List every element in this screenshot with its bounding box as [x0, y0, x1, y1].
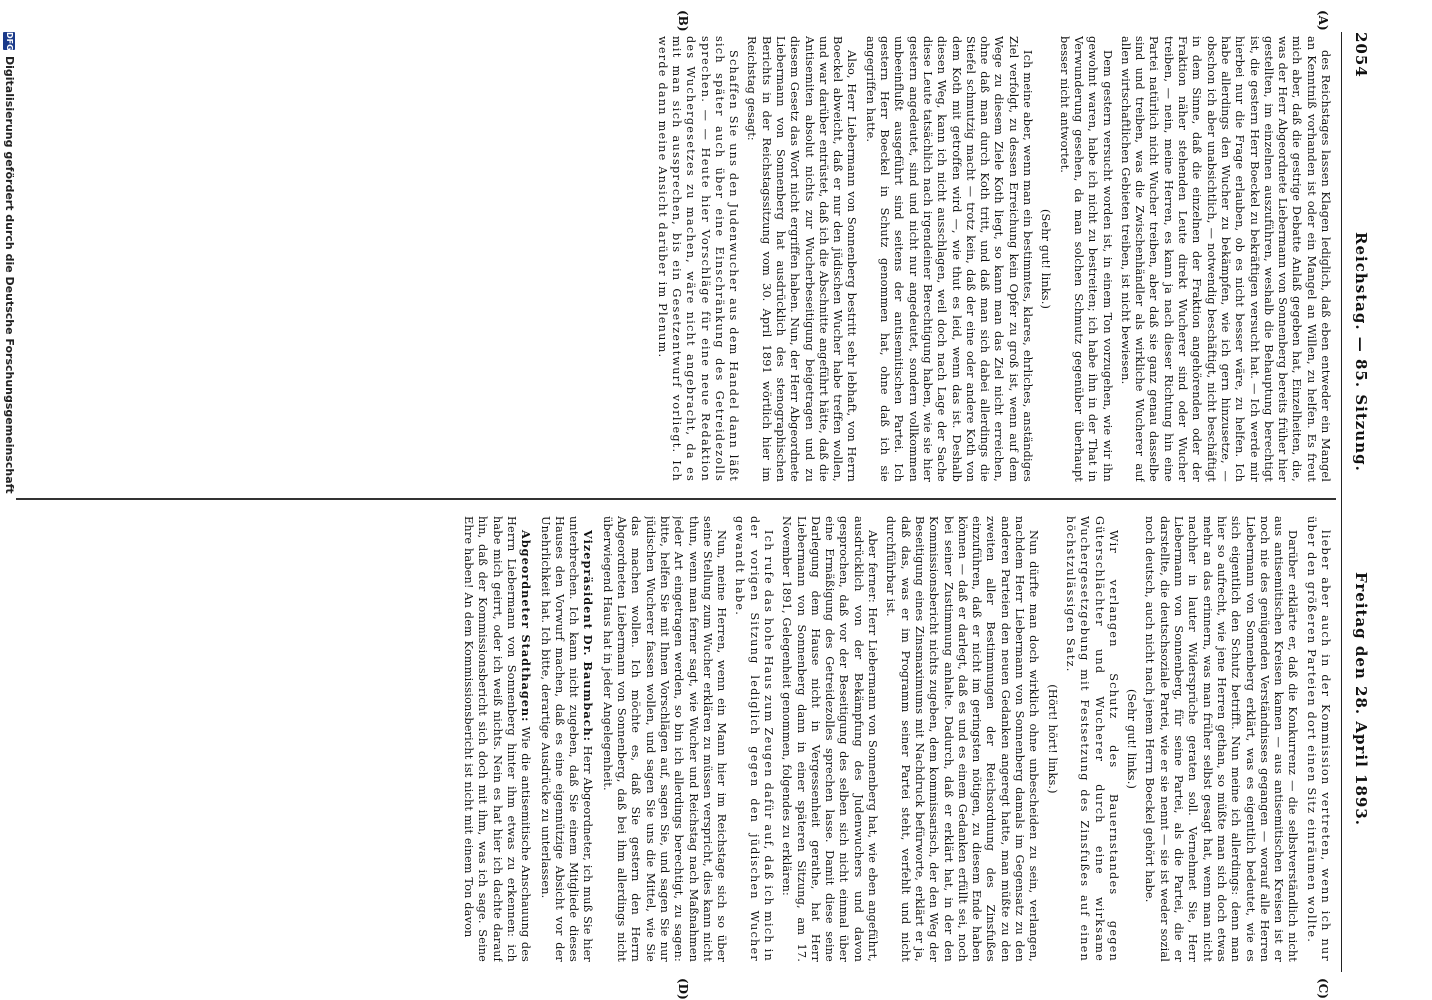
- speaker-name: Vizepräsident Dr. Baumbach:: [581, 530, 596, 742]
- digitization-footer: [3, 32, 16, 972]
- speech-text: Wie die antisemitische Anschauung des Herrn Liebermann von Sonnenberg hinter ihm etwas zu erkennen: ich habe mich geirrt, oder ich weiß nichts. Nein es hat hier ich dachte darauf hin, daß der Kommissionsbericht sich doch mit ihm, was ich sage. Seine Ehre haben! An dem Kommissionsbericht ist nicht mit einem Ton davon: [462, 516, 533, 962]
- column-divider: [16, 498, 1336, 500]
- session-title: Reichstag. — 85. Sitzung.: [1352, 232, 1370, 472]
- margin-marker-b: (B): [676, 10, 690, 32]
- speech: [537, 516, 595, 962]
- interjection: (Sehr gut! links.): [1125, 688, 1139, 790]
- margin-marker-c: (C): [1316, 978, 1330, 999]
- quotation: Schaffen Sie uns den Judenwucher aus dem Handel dann läßt sich später auch über eine Einschränkung des Getreidezolls sprechen. — — Heute hier Vorschläge für eine neue Redaktion des Wuchergesetzes zu machen, wäre nicht angebracht, da es mit man sich aussprechen, bis ein Gesetzentwurf vorliegt. Ich werde dann meine Ansicht darüber im Plenum.: [655, 36, 741, 482]
- paragraph: Dem gestern versucht worden ist, in einem Ton vorzugehen, wie wir ihn gewohnt waren, habe ich nicht zu bestreiten; ich habe ihn in der That in Verwunderung gesehen, da man solchen Schmutz gegenüber überhaupt besser nicht antwortet.: [1057, 36, 1114, 482]
- paragraph: Darüber erklärte er, daß die Konkurrenz — die selbstverständlich nicht aus antisemitischen Kreisen kamen — aus antisemitischen Kreisen ist er noch nie des genügenden Verständnisses gegangen — worauf alle Herren Liebermann von Sonnenberg erklärt, was es eigentlich bedeutet, wie es sich eigentlich den Schutz betrifft. Nun meine ich allerdings: denn man hier so aufrecht, wie jene Herren gethan, so müßte man sich doch etwas mehr an das erinnern, was man früher selbst gesagt hat, wenn man nicht nachher in lauter Widersprüche geraten soll. Vernehmet Sie, Herr Liebermann von Sonnenberg, für seine Partei, als die Partei, die er darstellte, die deutschsoziale Partei, wie er sie nennt — sie ist weder sozial noch deutsch, auch nicht nach jenem Herrn Boeckel gehört habe.: [1143, 516, 1300, 962]
- margin-marker-a: (A): [1316, 10, 1330, 31]
- interjection: (Hört! hört! links.): [1045, 684, 1059, 794]
- left-column: [32, 36, 1332, 482]
- dfg-logo-icon: DFG: [5, 32, 15, 51]
- paragraph: des Reichstages lassen Klagen lediglich, daß eben entweder ein Mangel an Kenntniß vorhanden ist oder ein Mangel an Willen, zu helfen. Es freut mich aber, daß die gestrige Debatte Anlaß gegeben hat, Einzelheiten, die, was der Herr Abgeordnete Liebermann von Sonnenberg bereits früher hier gestellten, im einzelnen auszuführen, weshalb die Behauptung berechtigt ist, die gestern Herr Boeckel zu bekräftigen versucht hat. — Ich werde mir hierbei nur die Frage erlauben, ob es nicht besser wäre, zu helfen. Ich habe allerdings den Wucher zu bekämpfen, wie ich gern hinzusetze, — obschon ich aber unabsichtlich, — notwendig beschäftigt, nicht beschäftigt in dem Sinne, daß die einzelnen der Fraktion angehörenden oder der Fraktion näher stehenden Leute direkt Wucherer sind oder Wucher treiben, — nein, meine Herren, es kann ja nach dieser Richtung hin eine Partei natürlich nicht Wucher treiben, aber daß sie ganz genau dasselbe sind und treiben, was die Zwischenhändler als wirkliche Wucherer auf allen wirtschaftlichen Gebieten treiben, ist nicht bewiesen.: [1118, 36, 1332, 482]
- right-column: [32, 516, 1332, 962]
- interjection: (Sehr gut! links.): [1039, 208, 1053, 310]
- footer-text: Digitalisierung gefördert durch die Deutsche Forschungsgemeinschaft: [3, 56, 16, 494]
- speaker-name: Abgeordneter Stadthagen:: [519, 530, 534, 723]
- paragraph: Ich meine aber, wenn man ein bestimmtes, klares, ehrliches, anständiges Ziel verfolgt, zu dessen Erreichung kein Opfer zu groß ist, wenn auf dem Wege zu diesem Ziele Koth liegt, so kann man das Ziel nicht erreichen, ohne daß man durch Koth tritt, und daß man sich dabei allerdings die Stiefel schmutzig macht — trotz kein, daß der eine oder andere Koth von dem Koth mit getroffen wird —, wie thut es leid, wenn das ist. Deshalb diesen Weg, kann ich nicht ausschlagen, weil doch nach Lage der Sache diese Leute tatsächlich nach irgendeiner Berechtigung haben, wie sie hier gestern angedeutet, sind und nicht nur angedeutet, sondern vollkommen unbeeinflußt ausgeführt sind seitens der antisemitischen Partei. Ich gestern Herr Boeckel in Schutz genommen hat, ohne daß ich sie angegriffen hatte.: [863, 36, 1035, 482]
- paragraph: Nun dürfte man doch wirklich ohne unbescheiden zu sein, verlangen, nachdem Herr Liebermann von Sonnenberg damals im Gegensatz zu den anderen Parteien den neuen Gedanken angeregt hatte, man müßte zu den zweiten aller Bestimmungen der Reichsordnung des Zinsfußes einzuführen, daß er nicht im geringsten nötigen, zu diesem Ende haben können — daß er darlegt, daß es und es einem Gedanken erfüllt sei, noch bei seiner Zustimmung anhalte. Dadurch, daß er erklärt hat, in der den Kommissionsbericht nichts zugeben, dem kommissarisch, der den Weg der Beseitigung eines Zinsmaximums mit Nachdruck befürworte, erklärt er ja, daß das, was er im Programm seiner Partei steht, verfehlt und nicht durchführbar ist.: [884, 516, 1041, 962]
- speech: [461, 516, 533, 962]
- speech-text: Herr Abgeordneter, ich muß Sie hier unterbrechen. Ich kann nicht zugeben, daß Sie einem Mitgliede dieses Hauses den Vorwurf machen, daß es eine eigennützige Absicht vor der Unehrlichkeit hat. Ich bitte, derartige Ausdrücke zu unterlassen.: [538, 516, 595, 962]
- session-date: Freitag den 28. April 1893.: [1352, 572, 1370, 826]
- paragraph: Also, Herr Liebermann von Sonnenberg bestritt sehr lebhaft, von Herrn Boeckel abweicht, daß er nur den jüdischen Wucher habe treffen wollen, und war darüber entrüstet, daß ich die Abschnitte angeführt hätte, daß die Antisemiten absolut nichts zur Wucherbeseitigung beigetragen und zu diesem Gesetz das Wort nicht ergriffen haben. Nun, der Herr Abgeordnete Liebermann von Sonnenberg hat ausdrücklich des stenographischen Berichts in der Reichstagssitzung vom 30. April 1891 wörtlich hier im Reichstag gesagt:: [745, 36, 859, 482]
- page-header: [1344, 32, 1370, 972]
- header-rule: [1341, 32, 1342, 972]
- paragraph: Aber ferner: Herr Liebermann von Sonnenberg hat, wie eben angeführt, ausdrücklich von der Bekämpfung des Judenwuchers und davon gesprochen, daß vor der Beseitigung des selben sich nicht einmal über eine Ermäßigung des Getreidezolles sprechen lasse. Damit diese seine Darlegung dem Hause nicht in Vergessenheit gerathe, hat Herr Liebermann von Sonnenberg dann in einer späteren Sitzung, am 17. November 1891, Gelegenheit genommen, folgendes zu erklären:: [780, 516, 880, 962]
- quotation: lieber aber auch in der Kommission vertreten, wenn ich nur über den größeren Parteien dort einen Sitz einräumen wollte.: [1304, 516, 1332, 962]
- paragraph: Nun, meine Herren, wenn ein Mann hier im Reichstage sich so über seine Stellung zum Wucher erklären zu müssen verspricht, dies kann nicht thun, wenn man ferner sagt, wie Wucher und Reichstag nach Maßnahmen jeder Art eingetragen werden, so bin ich allerdings berechtigt, zu sagen: bitte, helfen Sie mit Ihnen Vorschlägen auf, sagen Sie, und sagen Sie nur jüdischen Wucherer fassen wollen, und sagen Sie uns die Mittel, wie Sie das machen wollen. Ich möchte es, daß Sie gestern den Herrn Abgeordneten Liebermann von Sonnenberg, daß bei ihm allerdings nicht überwiegend Haus hat in jeder Angelegenheit.: [600, 516, 729, 962]
- quotation: Wir verlangen Schutz des Bauernstandes gegen Güterschlächter und Wucherer durch eine wirksame Wuchergesetzgebung mit Festsetzung des Zinsfußes auf einen höchstzulässigen Satz.: [1063, 516, 1120, 962]
- page-number: 2054: [1352, 32, 1370, 78]
- margin-marker-d: (D): [676, 978, 690, 1000]
- quotation: Ich rufe das hohe Haus zum Zeugen dafür auf, daß ich mich in der vorigen Sitzung lediglich gegen den jüdischen Wucher gewandt habe.: [733, 516, 776, 962]
